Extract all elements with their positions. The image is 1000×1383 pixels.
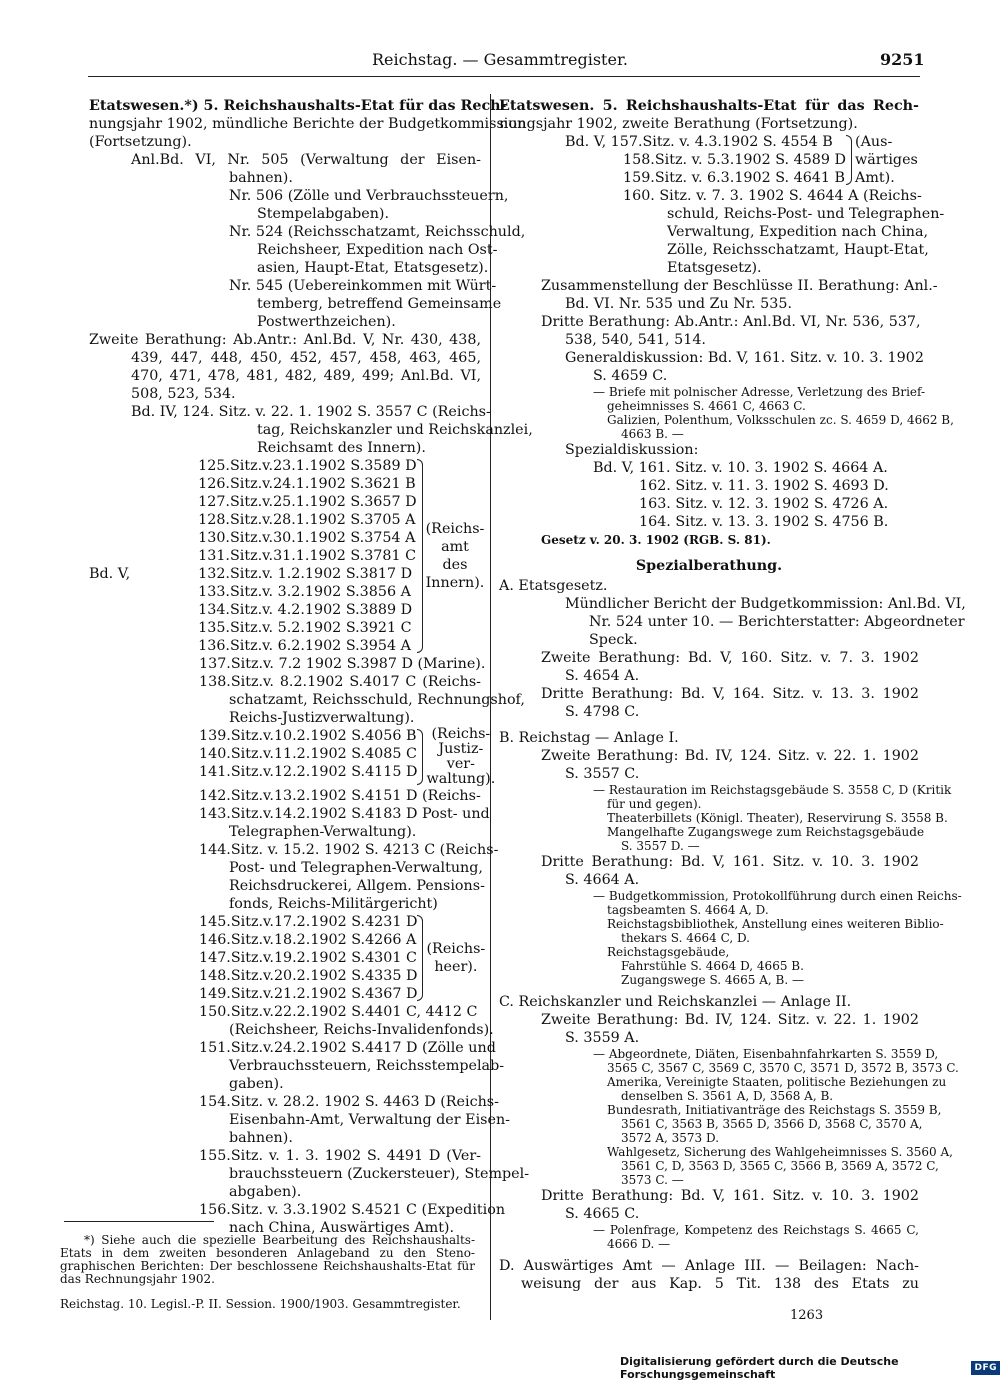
- entry-line: tag, Reichskanzler und Reichskanzlei,: [257, 422, 533, 438]
- bracket-note: [426, 727, 495, 787]
- sitting-entry: Bd. V, 161. Sitz. v. 10. 3. 1902 S. 4664 A.: [593, 460, 888, 476]
- left-column: [89, 97, 533, 1237]
- subtopic-line: Reichstagsbibliothek, Anstellung eines weiteren Biblio-: [607, 917, 944, 931]
- subtopic-line: Zugangswege S. 4665 A, B. —: [621, 973, 804, 987]
- bracket-note: [426, 913, 485, 1003]
- sitting-entry: 148.Sitz.v.20.2.1902 S.4335 D: [199, 968, 418, 984]
- sitting-group-innern: [89, 457, 485, 655]
- bracket-note: [426, 457, 485, 655]
- entry-line: Etatsgesetz).: [667, 260, 762, 276]
- sitting-entry: 150.Sitz.v.22.2.1902 S.4401 C, 4412 C: [199, 1004, 478, 1020]
- dfg-logo: DFG: [971, 1361, 1000, 1375]
- entry-line: Nr. 524 (Reichsschatzamt, Reichsschuld,: [229, 224, 526, 240]
- footnote: [60, 1234, 475, 1286]
- bracket-note-line: (Reichs-: [431, 726, 491, 742]
- subtopic-line: — Restauration im Reichstagsgebäude S. 3558 C, D (Kritik: [593, 783, 952, 797]
- entry-line: Dritte Berathung: Bd. V, 164. Sitz. v. 13. 3. 1902: [541, 686, 919, 702]
- bracket-note-line: (Reichs-: [425, 521, 485, 537]
- bracket: [417, 459, 423, 653]
- entry-line: brauchssteuern (Zuckersteuer), Stempel-: [229, 1166, 530, 1182]
- subtopic-line: — Budgetkommission, Protokollführung durch einen Reichs-: [593, 889, 962, 903]
- section-c-title: C. Reichskanzler und Reichskanzlei — Anlage II.: [499, 994, 852, 1010]
- entry-line: fonds, Reichs-Militärgericht): [229, 896, 438, 912]
- bracket-note-line: Innern).: [425, 575, 485, 591]
- subtopic-line: 3561 C, 3563 B, 3565 D, 3566 D, 3568 C, 3570 A,: [621, 1117, 923, 1131]
- footnote-rule: [64, 1221, 214, 1222]
- subtopic-line: 4666 D. —: [607, 1237, 671, 1251]
- entry-line: Dritte Berathung: Bd. V, 161. Sitz. v. 10. 3. 1902: [541, 1188, 919, 1204]
- entry-line: Nr. 545 (Uebereinkommen mit Würt-: [229, 278, 497, 294]
- bracket-note-line: amt: [441, 539, 469, 555]
- entry-line: Bd. VI. Nr. 535 und Zu Nr. 535.: [565, 296, 792, 312]
- entry-line: Zusammenstellung der Beschlüsse II. Berathung: Anl.-: [541, 278, 938, 294]
- entry-line: bahnen).: [229, 170, 293, 186]
- sitting-group-justiz: [89, 726, 496, 787]
- sitting-entry: 143.Sitz.v.14.2.1902 S.4183 D Post- und: [199, 806, 490, 822]
- entry-line: temberg, betreffend Gemeinsame: [257, 296, 502, 312]
- entry-line: schuld, Reichs-Post- und Telegraphen-: [667, 206, 945, 222]
- entry-line: nungsjahr 1902, zweite Berathung (Fortsetzung).: [499, 116, 858, 132]
- entry-line: S. 3557 C.: [565, 766, 640, 782]
- sitting-entry: 154.Sitz. v. 28.2. 1902 S. 4463 D (Reichs-: [199, 1094, 499, 1110]
- entry-line: 470, 471, 478, 481, 482, 489, 499; Anl.Bd. VI,: [131, 368, 481, 384]
- sitting-entry: 125.Sitz.v.23.1.1902 S.3589 D: [198, 458, 417, 474]
- bracket-note-line: wärtiges: [855, 152, 918, 168]
- entry-line: Anl.Bd. VI, Nr. 505 (Verwaltung der Eisen-: [131, 152, 481, 168]
- footnote-line: Etats in dem zweiten besonderen Anlageband zu den Steno-: [60, 1246, 475, 1260]
- bracket-note: [855, 133, 918, 187]
- sitting-entry: 142.Sitz.v.13.2.1902 S.4151 D (Reichs-: [199, 788, 481, 804]
- digitization-credit: [620, 1355, 1000, 1381]
- entry-line: abgaben).: [229, 1184, 302, 1200]
- entry-line: schatzamt, Reichsschuld, Rechnungshof,: [229, 692, 525, 708]
- subtopic-line: Theaterbillets (Königl. Theater), Reservirung S. 3558 B.: [607, 811, 948, 825]
- bracket: [417, 915, 423, 1001]
- sitting-entry: 126.Sitz.v.24.1.1902 S.3621 B: [198, 476, 416, 492]
- subtopic-line: Bundesrath, Initiativanträge des Reichstags S. 3559 B,: [607, 1103, 942, 1117]
- sitting-entry: 149.Sitz.v.21.2.1902 S.4367 D: [199, 986, 418, 1002]
- entry-line: Nr. 506 (Zölle und Verbrauchssteuern,: [229, 188, 509, 204]
- entry-line: Stempelabgaben).: [257, 206, 390, 222]
- sitting-entry: 141.Sitz.v.12.2.1902 S.4115 D: [199, 764, 418, 780]
- entry-line: (Reichsheer, Reichs-Invalidenfonds).: [229, 1022, 494, 1038]
- section-b-title: B. Reichstag — Anlage I.: [499, 730, 679, 746]
- page-reference: 1263: [790, 1308, 824, 1323]
- entry-line: Verwaltung, Expedition nach China,: [667, 224, 929, 240]
- entry-line: Zweite Berathung: Bd. IV, 124. Sitz. v. 22. 1. 1902: [541, 1012, 919, 1028]
- entry-line: bahnen).: [229, 1130, 293, 1146]
- subtopic-line: S. 3557 D. —: [621, 839, 700, 853]
- subtopic-line: — Briefe mit polnischer Adresse, Verletzung des Brief-: [593, 385, 926, 399]
- subtopic-line: Fahrstühle S. 4664 D, 4665 B.: [621, 959, 804, 973]
- entry-line: Dritte Berathung: Bd. V, 161. Sitz. v. 10. 3. 1902: [541, 854, 919, 870]
- sitting-entry: 133.Sitz.v. 3.2.1902 S.3856 A: [198, 584, 411, 600]
- entry-heading-line: Etatswesen.*) 5. Reichshaushalts-Etat für das Rech-: [89, 98, 507, 114]
- bracket-note-line: des: [442, 557, 468, 573]
- entry-line: 538, 540, 541, 514.: [565, 332, 706, 348]
- entry-line: Mündlicher Bericht der Budgetkommission: Anl.Bd. VI,: [565, 596, 966, 612]
- sitting-entry: 135.Sitz.v. 5.2.1902 S.3921 C: [198, 620, 412, 636]
- header-rule: [88, 76, 920, 77]
- subtopic-line: 4663 B. —: [621, 427, 684, 441]
- sitting-entry: 164. Sitz. v. 13. 3. 1902 S. 4756 B.: [639, 514, 889, 530]
- footnote-line: graphischen Berichten: Der beschlossene Reichshaushalts-Etat für: [60, 1259, 475, 1273]
- subtopic-line: 3572 A, 3573 D.: [621, 1131, 720, 1145]
- subtopic-line: Reichstagsgebäude,: [607, 945, 730, 959]
- sitting-entry: 155.Sitz. v. 1. 3. 1902 S. 4491 D (Ver-: [199, 1148, 481, 1164]
- sitting-group-heer: [89, 913, 486, 1003]
- sitting-entry: 134.Sitz.v. 4.2.1902 S.3889 D: [198, 602, 413, 618]
- entry-line: nach China, Auswärtiges Amt).: [229, 1220, 455, 1236]
- sitting-entry: 162. Sitz. v. 11. 3. 1902 S. 4693 D.: [639, 478, 889, 494]
- entry-line: S. 4665 C.: [565, 1206, 640, 1222]
- section-d-title: D. Auswärtiges Amt — Anlage III. — Beilagen: Nach-: [499, 1258, 919, 1274]
- volume-footer: Reichstag. 10. Legisl.-P. II. Session. 1900/1903. Gesammtregister.: [60, 1297, 461, 1311]
- sitting-entry: 138.Sitz.v. 8.2.1902 S.4017 C (Reichs-: [199, 674, 481, 690]
- entry-line: Reichsamt des Innern).: [257, 440, 426, 456]
- sitting-entry: 131.Sitz.v.31.1.1902 S.3781 C: [198, 548, 417, 564]
- bracket-note-line: (Aus-: [855, 134, 893, 150]
- sitting-entry: 156.Sitz. v. 3.3.1902 S.4521 C (Expedition: [199, 1202, 506, 1218]
- entry-line: Reichsdruckerei, Allgem. Pensions-: [229, 878, 485, 894]
- entry-heading-line: Etatswesen. 5. Reichshaushalts-Etat für das Rech-: [499, 98, 919, 114]
- subtopic-line: 3565 C, 3567 C, 3569 C, 3570 C, 3571 D, 3572 B, 3573 C.: [607, 1061, 959, 1075]
- entry-line: Speck.: [589, 632, 638, 648]
- sitting-group-auswaertiges: [499, 133, 919, 187]
- sitting-entry: 140.Sitz.v.11.2.1902 S.4085 C: [199, 746, 417, 762]
- running-header-title: Reichstag. — Gesammtregister.: [372, 50, 628, 69]
- entry-line: Reichsheer, Expedition nach Ost-: [257, 242, 498, 258]
- subtopic-line: thekars S. 4664 C, D.: [621, 931, 750, 945]
- subtopic-block: [499, 783, 952, 853]
- entry-line: Generaldiskussion: Bd. V, 161. Sitz. v. 10. 3. 1902: [565, 350, 924, 366]
- entry-line: Postwerthzeichen).: [257, 314, 396, 330]
- bracket-note-line: heer).: [434, 959, 478, 975]
- bracket-note-line: Amt).: [855, 170, 895, 186]
- entry-line: Zweite Berathung: Bd. IV, 124. Sitz. v. 22. 1. 1902: [541, 748, 919, 764]
- sitting-entry: 147.Sitz.v.19.2.1902 S.4301 C: [199, 950, 417, 966]
- subtopic-line: denselben S. 3561 A, D, 3568 A, B.: [621, 1089, 834, 1103]
- entry-line: (Fortsetzung).: [89, 134, 192, 150]
- section-a-title: A. Etatsgesetz.: [499, 578, 608, 594]
- entry-line: 508, 523, 534.: [131, 386, 236, 402]
- sitting-entry: 145.Sitz.v.17.2.1902 S.4231 D: [199, 914, 418, 930]
- sitting-entry: 128.Sitz.v.28.1.1902 S.3705 A: [198, 512, 416, 528]
- subtopic-line: Mangelhafte Zugangswege zum Reichstagsgebäude: [607, 825, 925, 839]
- entry-line: Reichs-Justizverwaltung).: [229, 710, 415, 726]
- sitting-entry: 146.Sitz.v.18.2.1902 S.4266 A: [199, 932, 417, 948]
- sitting-entry: 159.Sitz. v. 6.3.1902 S. 4641 B: [623, 170, 846, 186]
- entry-line: Nr. 524 unter 10. — Berichterstatter: Abgeordneter: [589, 614, 965, 630]
- entry-line: S. 4798 C.: [565, 704, 640, 720]
- entry-line: Eisenbahn-Amt, Verwaltung der Eisen-: [229, 1112, 510, 1128]
- sitting-entry: 151.Sitz.v.24.2.1902 S.4417 D (Zölle und: [199, 1040, 496, 1056]
- entry-line: S. 4659 C.: [593, 368, 668, 384]
- footnote-line: *) Siehe auch die spezielle Bearbeitung des Reichshaushalts-: [84, 1233, 475, 1247]
- sitting-entry: 158.Sitz. v. 5.3.1902 S. 4589 D: [623, 152, 847, 168]
- subtopic-block: [499, 385, 954, 441]
- subtopic-line: Wahlgesetz, Sicherung des Wahlgeheimnisses S. 3560 A,: [607, 1145, 953, 1159]
- entry-line: nungsjahr 1902, mündliche Berichte der Budgetkommission: [89, 116, 527, 132]
- entry-line: asien, Haupt-Etat, Etatsgesetz).: [257, 260, 489, 276]
- entry-line: 439, 447, 448, 450, 452, 457, 458, 463, 465,: [131, 350, 481, 366]
- subtopic-line: — Polenfrage, Kompetenz des Reichstags S. 4665 C,: [593, 1223, 919, 1237]
- subtopic-block: [499, 1223, 919, 1251]
- entry-line: Bd. IV, 124. Sitz. v. 22. 1. 1902 S. 3557 C (Reichs-: [131, 404, 491, 420]
- volume-label: Bd. V,: [89, 566, 131, 582]
- sitting-entry: 163. Sitz. v. 12. 3. 1902 S. 4726 A.: [639, 496, 889, 512]
- entry-line: Zölle, Reichsschatzamt, Haupt-Etat,: [667, 242, 929, 258]
- law-reference: Gesetz v. 20. 3. 1902 (RGB. S. 81).: [541, 533, 771, 547]
- entry-line: Spezialdiskussion:: [565, 442, 699, 458]
- entry-line: S. 4664 A.: [565, 872, 640, 888]
- footnote-line: das Rechnungsjahr 1902.: [60, 1272, 215, 1286]
- entry-line: Telegraphen-Verwaltung).: [229, 824, 417, 840]
- sitting-entry: 139.Sitz.v.10.2.1902 S.4056 B: [199, 728, 417, 744]
- sitting-entry: 132.Sitz.v. 1.2.1902 S.3817 D: [198, 566, 413, 582]
- subtopic-line: geheimnisses S. 4661 C, 4663 C.: [607, 399, 806, 413]
- bracket-note-line: waltung).: [426, 771, 496, 787]
- sitting-entry: 130.Sitz.v.30.1.1902 S.3754 A: [198, 530, 416, 546]
- bracket-note-line: Justiz-: [438, 741, 484, 757]
- bracket-note-line: (Reichs-: [426, 941, 486, 957]
- sitting-entry: 137.Sitz.v. 7.2 1902 S.3987 D (Marine).: [199, 656, 486, 672]
- entry-line: Zweite Berathung: Bd. V, 160. Sitz. v. 7. 3. 1902: [541, 650, 919, 666]
- right-column: [499, 97, 966, 1293]
- subtopic-block: [499, 1047, 959, 1187]
- subtopic-line: Galizien, Polenthum, Volksschulen zc. S. 4659 D, 4662 B,: [607, 413, 954, 427]
- entry-line: Dritte Berathung: Ab.Antr.: Anl.Bd. VI, Nr. 536, 537,: [541, 314, 921, 330]
- subtopic-line: Amerika, Vereinigte Staaten, politische Beziehungen zu: [607, 1075, 947, 1089]
- bracket: [417, 729, 423, 785]
- subtopic-line: für und gegen).: [607, 797, 702, 811]
- subtopic-line: — Abgeordnete, Diäten, Eisenbahnfahrkarten S. 3559 D,: [593, 1047, 939, 1061]
- entry-line: gaben).: [229, 1076, 284, 1092]
- credit-text: Digitalisierung gefördert durch die Deutsche Forschungsgemeinschaft: [620, 1355, 899, 1381]
- entry-line: S. 4654 A.: [565, 668, 640, 684]
- page-number: 9251: [880, 50, 925, 69]
- sitting-entry: 136.Sitz.v. 6.2.1902 S.3954 A: [198, 638, 411, 654]
- section-heading: Spezialberathung.: [635, 558, 783, 574]
- subtopic-line: 3561 C, D, 3563 D, 3565 C, 3566 B, 3569 A, 3572 C,: [621, 1159, 939, 1173]
- subtopic-line: tagsbeamten S. 4664 A, D.: [607, 903, 769, 917]
- entry-line: Zweite Berathung: Ab.Antr.: Anl.Bd. V, Nr. 430, 438,: [89, 332, 481, 348]
- bracket-note-line: ver-: [446, 756, 475, 772]
- sitting-entry: 127.Sitz.v.25.1.1902 S.3657 D: [198, 494, 417, 510]
- entry-line: weisung der aus Kap. 5 Tit. 138 des Etats zu: [521, 1276, 919, 1292]
- sitting-entry: 160. Sitz. v. 7. 3. 1902 S. 4644 A (Reichs-: [623, 188, 922, 204]
- subtopic-line: 3573 C. —: [621, 1173, 684, 1187]
- entry-line: Post- und Telegraphen-Verwaltung,: [229, 860, 483, 876]
- bracket: [846, 135, 852, 185]
- subtopic-block: [499, 889, 962, 987]
- entry-line: Verbrauchssteuern, Reichsstempelab-: [229, 1058, 505, 1074]
- sitting-entry: Bd. V, 157.Sitz. v. 4.3.1902 S. 4554 B: [565, 134, 833, 150]
- sitting-entry: 144.Sitz. v. 15.2. 1902 S. 4213 C (Reichs-: [199, 842, 499, 858]
- entry-line: S. 3559 A.: [565, 1030, 640, 1046]
